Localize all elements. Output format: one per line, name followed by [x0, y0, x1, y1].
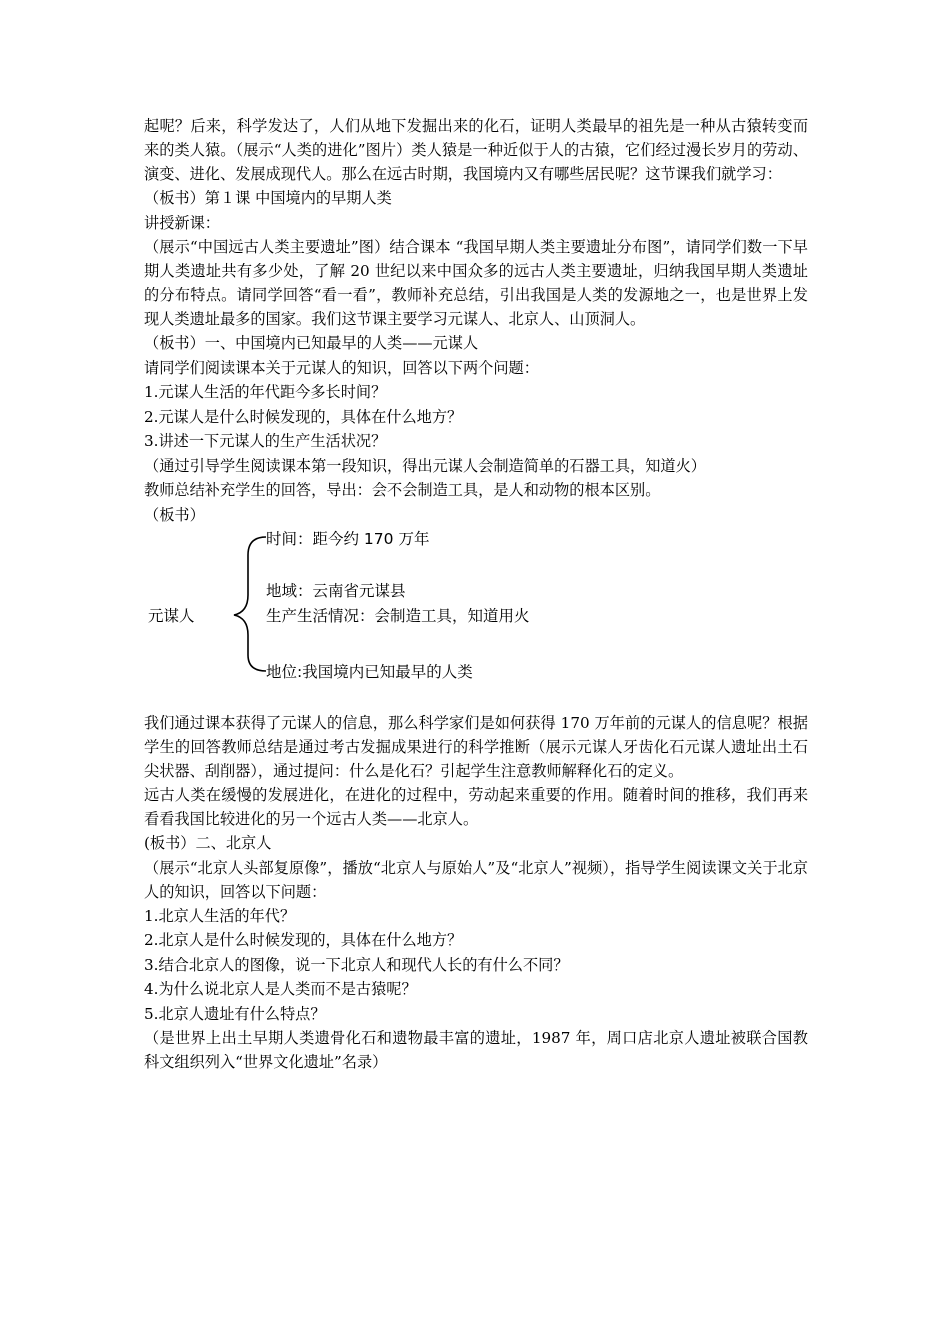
board-heading-yuanmou: （板书）一、中国境内已知最早的人类——元谋人	[144, 334, 479, 352]
intro-paragraph: 起呢？后来，科学发达了，人们从地下发掘出来的化石，证明人类最早的祖先是一种从古猿转变而来的类人猿。（展示“人类的进化”图片）类人猿是一种近似于人的古猿，它们经过漫长岁月的劳动、演变、进化、发展成现代人。那么在远古时期，我国境内又有哪些居民呢？这节课我们就学习：	[144, 117, 808, 183]
new-lesson-label: 讲授新课：	[144, 213, 220, 232]
board-brace-diagram	[144, 529, 808, 705]
board-label: （板书）	[144, 505, 205, 524]
question-item: 2.北京人是什么时候发现的，具体在什么地方？	[144, 931, 463, 949]
diagram-time-label: 时间：距今约 170 万年	[266, 530, 430, 548]
beijing-intro-paragraph: （展示“北京人头部复原像”，播放“北京人与原始人”及“北京人”视频），指导学生阅读课文关于北京人的知识，回答以下问题：	[144, 858, 808, 901]
diagram-status-label: 地位:我国境内已知最早的人类	[266, 663, 473, 681]
question-item: 3.结合北京人的图像，说一下北京人和现代人长的有什么不同？	[144, 955, 569, 974]
teacher-summary: 教师总结补充学生的回答，导出：会不会制造工具，是人和动物的根本区别。	[144, 481, 661, 499]
reading-instruction: 请同学们阅读课本关于元谋人的知识，回答以下两个问题：	[144, 358, 539, 377]
question-item: 1.北京人生活的年代？	[144, 906, 296, 925]
board-heading-beijing: (板书）二、北京人	[144, 834, 272, 852]
question-item: 3.讲述一下元谋人的生产生活状况？	[144, 432, 387, 450]
diagram-life-label: 生产生活情况：会制造工具，知道用火	[266, 607, 530, 625]
question-item: 1.元谋人生活的年代距今多长时间？	[144, 383, 387, 401]
question-item: 2.元谋人是什么时候发现的，具体在什么地方？	[144, 407, 463, 426]
question-item: 5.北京人遗址有什么特点？	[144, 1004, 326, 1023]
map-paragraph: （展示“中国远古人类主要遗址”图）结合课本 “我国早期人类主要遗址分布图”，请同学们数一下早期人类遗址共有多少处，了解 20 世纪以来中国众多的远古人类主要遗址，归纳我国早期人类遗址的分布特点。请同学回答“看一看”，教师补充总结，引出我国是人类的发源地之一，也是世界上发现人类遗址最多的国家。我们这节课主要学习元谋人、北京人、山顶洞人。	[144, 238, 808, 328]
guidance-note: （通过引导学生阅读课本第一段知识，得出元谋人会制造简单的石器工具，知道火）	[144, 456, 706, 475]
evolution-paragraph: 远古人类在缓慢的发展进化，在进化的过程中，劳动起来重要的作用。随着时间的推移，我们再来看看我国比较进化的另一个远古人类——北京人。	[144, 786, 808, 828]
question-item: 4.为什么说北京人是人类而不是古猿呢？	[144, 980, 417, 998]
heritage-paragraph: （是世界上出土早期人类遗骨化石和遗物最丰富的遗址，1987 年，周口店北京人遗址被联合国教科文组织列入“世界文化遗址”名录）	[144, 1029, 808, 1071]
board-heading-lesson: （板书）第１课 中国境内的早期人类	[144, 189, 392, 207]
diagram-root-label: 元谋人	[148, 607, 195, 625]
document-body	[144, 114, 808, 1074]
fossil-paragraph: 我们通过课本获得了元谋人的信息，那么科学家们是如何获得 170 万年前的元谋人的信息呢？根据学生的回答教师总结是通过考古发掘成果进行的科学推断（展示元谋人牙齿化石元谋人遗址出土石尖状器、刮削器），通过提问：什么是化石？引起学生注意教师解释化石的定义。	[144, 714, 808, 780]
diagram-region-label: 地域：云南省元谋县	[266, 582, 406, 600]
